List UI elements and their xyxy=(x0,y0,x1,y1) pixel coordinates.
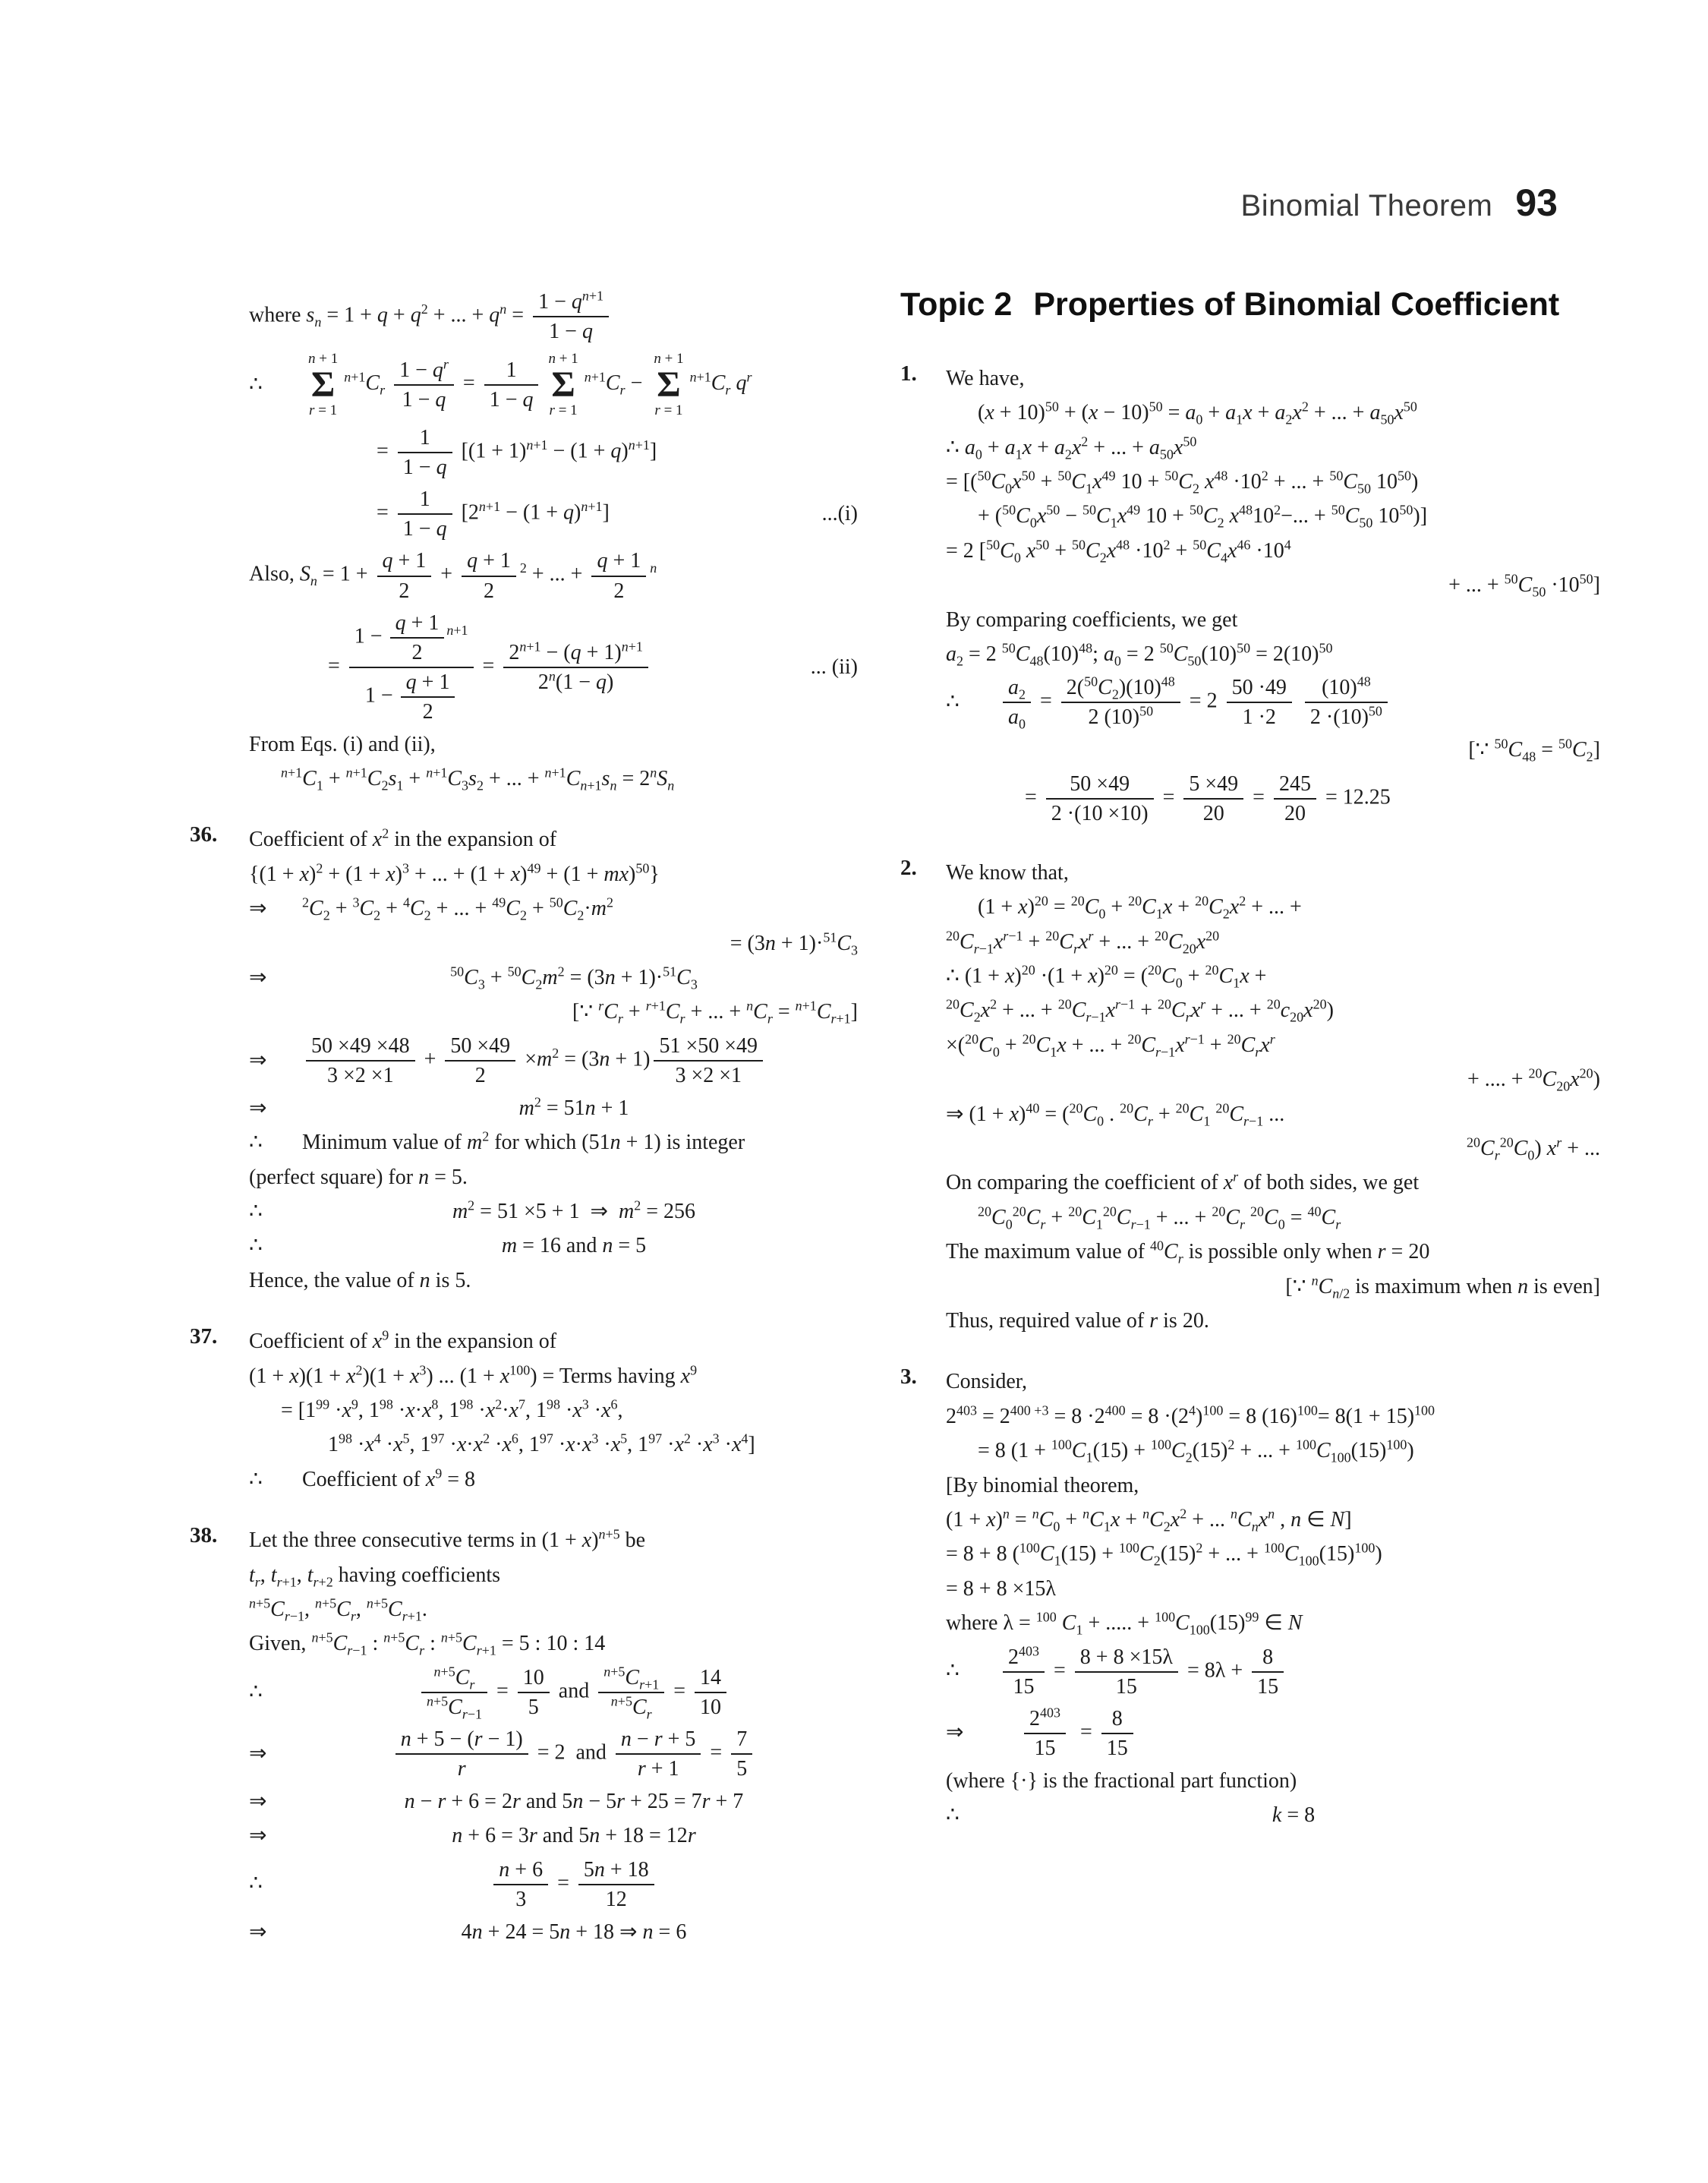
solution-item-3 xyxy=(900,1361,1600,1836)
math-line: Coefficient of $x^2$ in the expansion of xyxy=(249,826,557,852)
relation-marker: ∴ xyxy=(249,1872,263,1896)
math-line: $^{20}C_2x^2$ + ... + $^{20}C_{r-1}x^{r-1} + ^{20}C_rx^r$ + ... + $^{20}c_{20}x^{20}$) xyxy=(946,997,1334,1026)
math-line: Consider, xyxy=(946,1370,1027,1394)
math-expression: $^{50}C_3 + ^{50}C_2m^2 = (3n + 1)\cdot^{51}C_3$ xyxy=(450,964,698,992)
solution-body xyxy=(946,853,1600,1342)
math-line: = $\frac{50 \times 49}{2 \cdot(10 \times 10)}$ = $\frac{5 \times 49}{20}$ = $\frac{245}{20}$ = 12.25 xyxy=(1025,771,1391,825)
right-column-blocks xyxy=(900,358,1600,1837)
math-line: The maximum value of $^{40}C_r$ is possible only when r = 20 xyxy=(946,1238,1430,1267)
math-line: [By binomial theorem, xyxy=(946,1473,1139,1497)
solution-body xyxy=(249,1321,858,1500)
running-head xyxy=(114,181,1558,225)
math-line xyxy=(249,1466,858,1494)
right-column xyxy=(900,282,1600,1973)
relation-marker: ∴ xyxy=(249,1200,263,1224)
math-line xyxy=(249,1919,858,1946)
math-line xyxy=(249,1129,858,1156)
math-expression: $m^2 = 51n + 1$ xyxy=(518,1094,629,1120)
relation-marker: ∴ xyxy=(946,1659,960,1683)
topic-label: Topic 2 xyxy=(900,286,1013,323)
math-line: $(1 + x)^{20} = ^{20}C_0 + ^{20}C_1x + ^{20}C_2x^2$ + ... + xyxy=(978,893,1302,922)
solution-item-38 xyxy=(190,1520,858,1953)
math-line xyxy=(249,1822,858,1850)
math-line: + .... + $^{20}C_{20}x^{20}$) xyxy=(1467,1065,1600,1094)
math-line: Also, $S_n = 1$ + $\frac{q + 1}{2}$ + $\frac{q + 1}{2}$ $^2$ + ... + $\frac{q + 1}{2}$ $^n$ xyxy=(249,549,657,603)
math-line: $\times(^{20}C_0 + ^{20}C_1x$ + ... + $^{20}C_{r-1}x^{r-1} + ^{20}C_rx^r$ xyxy=(946,1031,1275,1060)
math-line: = $\frac{1}{1 - q}$ $[2^{n+1} - (1 + q)^{n+1}]$ ...(i) xyxy=(377,487,858,541)
equation-tag: ...(i) xyxy=(821,502,858,526)
two-column-layout xyxy=(190,282,1600,1973)
math-line xyxy=(249,1665,858,1720)
math-line: Coefficient of $x^9$ in the expansion of xyxy=(249,1327,557,1354)
relation-marker: ∴ xyxy=(249,1680,263,1704)
math-line: = 8 + 8 (100C1(15) + 100C2(15)2 + ... + 100C100(15)100) xyxy=(946,1541,1382,1569)
math-line: $a_2 = 2$ $^{50}C_{48}(10)^{48}$; $a_0 = 2$ $^{50}C_{50}(10)^{50} = 2(10)^{50}$ xyxy=(946,640,1333,669)
math-line xyxy=(249,351,858,418)
relation-marker: ⇒ xyxy=(249,1096,267,1120)
equation-tag: ... (ii) xyxy=(810,655,858,679)
relation-marker: ⇒ xyxy=(249,966,267,989)
relation-marker: ⇒ xyxy=(249,1789,267,1813)
math-line: [∵ $^nC_{n/2}$ is maximum when n is even] xyxy=(1285,1273,1600,1301)
math-line: By comparing coefficients, we get xyxy=(946,607,1238,632)
math-expression: Coefficient of $x^9 = 8$ xyxy=(302,1465,475,1491)
math-line: (perfect square) for n = 5. xyxy=(249,1165,468,1189)
problem-number: 37. xyxy=(190,1324,218,1349)
solution-item-36 xyxy=(190,819,858,1301)
relation-marker: ∴ xyxy=(249,1131,263,1155)
solution-body xyxy=(946,1361,1600,1836)
math-line: where $s_n = 1 + q + q^2$ + ... + $q^n$ = $\frac{1 - q^{n+1}}{1 - q}$ xyxy=(249,289,858,344)
solution-item-2 xyxy=(900,853,1600,1342)
math-line: ⇒ $(1 + x)^{40} = (^{20}C_0$ . $^{20}C_r + ^{20}C_1$ $^{20}C_{r-1}$ ... xyxy=(946,1100,1285,1129)
problem-number: 36. xyxy=(190,822,218,847)
math-line: $^{20}C_r^{20}C_0$) $x^r$ + ... xyxy=(1467,1134,1600,1163)
problem-number: 2. xyxy=(900,855,917,880)
math-line xyxy=(249,1033,858,1088)
relation-marker: ⇒ xyxy=(249,1741,267,1765)
relation-marker: ∴ xyxy=(249,1234,263,1258)
math-line xyxy=(249,1095,858,1122)
math-line: [∵ $^{50}C_{48} = ^{50}C_2$] xyxy=(1468,737,1600,765)
math-line xyxy=(249,1198,858,1226)
math-line: 2403 = 2400 +3 = 8 ·2400 = 8 ·(24)100 = 8 (16)100= 8(1 + 15)100 xyxy=(946,1402,1435,1428)
math-expression: $\frac{a_2}{a_0}$ = $\frac{2(^{50}C_2)(10)^{48}}{2 (10)^{50}}$ = 2 $\frac{50 \cdot 49}{1 \cdot 2}$ $\frac{(10)^{48}}{2 \cdot(10)^{50}}$ xyxy=(987,675,1600,730)
relation-marker: ⇒ xyxy=(946,1721,964,1745)
math-line xyxy=(946,674,1600,733)
math-expression: 4n + 24 = 5n + 18 ⇒ n = 6 xyxy=(461,1920,687,1944)
math-line: = $\frac{1}{1 - q}$ $[(1 + 1)^{n+1} - (1 + q)^{n+1}]$ xyxy=(377,426,657,480)
math-line xyxy=(249,1857,858,1912)
math-line: ∴ $a_0 + a_1x + a_2x^2$ + ... + $a_{50}x^{50}$ xyxy=(946,434,1197,462)
solution-item-1 xyxy=(900,358,1600,833)
math-line xyxy=(249,964,858,992)
math-line: = 8 (1 + 100C1(15) + 100C2(15)2 + ... + 100C100(15)100) xyxy=(978,1437,1414,1465)
topic-heading xyxy=(900,284,1600,327)
math-line xyxy=(249,1727,858,1781)
math-line: $1^{98} \cdot x^4 \cdot x^5$, $1^{97} \cdot x\cdot x^2 \cdot x^6$, $1^{97} \cdot x\cdot x^3 \cdot x^5$, $1^{97} \cdot x^2 \cdot x^3 \cdot x^4$] xyxy=(328,1431,755,1457)
math-expression: k = 8 xyxy=(1272,1803,1316,1828)
solution-body xyxy=(249,1520,858,1953)
math-line: = [$1^{99} \cdot x^9$, $1^{98} \cdot x\cdot x^8$, $1^{98} \cdot x^2\cdot x^7$, $1^{98} \cdot x^3 \cdot x^6$, xyxy=(281,1396,623,1422)
math-expression: Minimum value of $m^2$ for which (51n + 1) is integer xyxy=(302,1128,745,1155)
math-line xyxy=(946,1802,1600,1829)
relation-marker: ⇒ xyxy=(249,897,267,921)
math-line: $^{20}C_0^{20}C_r + ^{20}C_1^{20}C_{r-1}$ + ... + $^{20}C_r$ $^{20}C_0 = ^{40}C_r$ xyxy=(978,1203,1341,1232)
math-expression: $^2C_2 + ^3C_2 + ^4C_2$ + ... + $^{49}C_2 + ^{50}C_2\cdot m^2$ xyxy=(302,894,613,923)
relation-marker: ⇒ xyxy=(249,1048,267,1072)
math-expression: $\frac{n + 6}{3}$ = $\frac{5n + 18}{12}$ xyxy=(290,1857,858,1912)
math-line: Hence, the value of n is 5. xyxy=(249,1268,471,1292)
problem-number: 3. xyxy=(900,1364,917,1390)
math-expression: $\frac{n + 5 - (r - 1)}{r}$ = 2 and $\frac{n - r + 5}{r + 1}$ = $\frac{7}{5}$ xyxy=(290,1727,858,1781)
solution-item-37 xyxy=(190,1321,858,1500)
math-line: = $(3n + 1)\cdot^{51}C_3$ xyxy=(730,929,858,958)
math-line: = [($^{50}C_0x^{50} + ^{50}C_1x^{49}$ $10 + ^{50}C_2$ $x^{48} \cdot 10^2$ + ... + $^{50}C_{50}$ $10^{50}$) xyxy=(946,468,1419,497)
math-line: On comparing the coefficient of $x^r$ of both sides, we get xyxy=(946,1169,1420,1195)
relation-marker: ∴ xyxy=(946,690,960,715)
math-line: = 1 − $\frac{q + 1}{2}$ $^{n+1}$ 1 − $\frac{q + 1}{2}$ = $\frac{2^{n+1} - (q + 1)^{n+1}}{2^n(1 - q)}$ ... (ii) xyxy=(328,610,858,724)
solution-body xyxy=(249,819,858,1301)
math-line: (where {·} is the fractional part function) xyxy=(946,1768,1297,1793)
math-line: [∵ $^rC_r + ^{r+1}C_r$ + ... + $^nC_r = ^{n+1}C_{r+1}$] xyxy=(572,998,858,1027)
topic-title: Properties of Binomial Coefficient xyxy=(1033,286,1560,323)
math-line: (1 + x)n = nC0 + nC1x + nC2x2 + ... nCnxn , n ∈ N] xyxy=(946,1506,1352,1535)
solution-body xyxy=(249,282,858,800)
math-expression: n + 6 = 3r and 5n + 18 = 12r xyxy=(452,1824,696,1848)
math-line: $t_r$, $t_{r+1}$, $t_{r+2}$ having coefficients xyxy=(249,1563,500,1590)
math-line: where λ = 100 C1 + ..... + 100C100(15)99 ∈ N xyxy=(946,1609,1303,1638)
math-expression: $\frac{50 \times 49 \times 48}{3 \times 2 \times 1}$ + $\frac{50 \times 49}{2}$ $\times m^2 = (3n + 1)$ $\frac{51 \times 50 \times 49}{3 \times 2 \times 1}$ xyxy=(290,1033,858,1088)
math-line: Thus, required value of r is 20. xyxy=(946,1309,1209,1333)
math-line: $(1 + x)(1 + x^2)(1 + x^3)$ ... $(1 + x^{100})$ = Terms having $x^9$ xyxy=(249,1362,698,1388)
math-line: $^{20}C_{r-1}x^{r-1} + ^{20}C_rx^r$ + ... + $^{20}C_{20}x^{20}$ xyxy=(946,928,1220,957)
relation-marker: ∴ xyxy=(946,1803,960,1828)
math-line xyxy=(249,1232,858,1260)
math-expression: $m^2 = 51 \times 5 + 1$ ⇒ $m^2 = 256$ xyxy=(452,1197,696,1224)
math-line: We know that, xyxy=(946,860,1069,885)
math-line: + ($^{50}C_0x^{50} - ^{50}C_1x^{49}$ $10 + ^{50}C_2$ $x^{48}10^2-$... + $^{50}C_{50}$ $10^{50}$)] xyxy=(978,503,1428,532)
math-line: $^{n+5}C_{r-1}$, $^{n+5}C_r$, $^{n+5}C_{r+1}$. xyxy=(249,1595,427,1624)
math-line: We have, xyxy=(946,366,1025,390)
math-expression: m = 16 and n = 5 xyxy=(501,1234,647,1258)
math-line: Given, $^{n+5}C_{r-1}$ : $^{n+5}C_r$ : $^{n+5}C_{r+1} = 5$ : 10 : 14 xyxy=(249,1629,606,1658)
math-line: + ... + $^{50}C_{50} \cdot 10^{50}$] xyxy=(1448,571,1600,600)
math-line: Let the three consecutive terms in $(1 + x)^{n+5}$ be xyxy=(249,1526,646,1553)
problem-number: 38. xyxy=(190,1523,218,1548)
math-line xyxy=(946,1706,1600,1761)
math-line: ∴ $(1 + x)^{20} \cdot(1 + x)^{20} = (^{20}C_0 + ^{20}C_1x$ + xyxy=(946,962,1267,991)
math-expression: 2403 15 = 8 + 8 ×15λ 15 = 8λ + 8 15 xyxy=(987,1645,1600,1699)
relation-marker: ∴ xyxy=(249,1467,263,1491)
solution-body xyxy=(946,358,1600,833)
page-number: 93 xyxy=(1515,181,1558,224)
math-line: $(x + 10)^{50} + (x - 10)^{50} = a_0 + a_1x + a_2x^2$ + ... + $a_{50}x^{50}$ xyxy=(978,399,1417,427)
math-line: = 8 + 8 ×15λ xyxy=(946,1576,1056,1601)
math-line xyxy=(249,1788,858,1815)
math-line: From Eqs. (i) and (ii), xyxy=(249,732,436,756)
left-column xyxy=(190,282,858,1973)
math-line xyxy=(249,895,858,923)
relation-marker: ⇒ xyxy=(249,1824,267,1848)
problem-number: 1. xyxy=(900,361,917,386)
math-line: = 2 [$^{50}C_0$ $x^{50} + ^{50}C_2x^{48} \cdot 10^2 + ^{50}C_4x^{46} \cdot 10^4$ xyxy=(946,537,1291,566)
math-expression: n + 1 Σ r = 1 $^{n+1}C_r$ $\frac{1 - q^r}{1 - q}$ = $\frac{1}{1 - q}$ n + 1 Σ r = 1 $^{n+1}C_r$ − n + 1 Σ r = 1 $^{n+1}C_r$ $q^r$ xyxy=(308,351,752,418)
math-line: {$(1 + x)^2 + (1 + x)^3$ + ... + $(1 + x)^{49} + (1 + mx)^{50}$} xyxy=(249,860,660,886)
math-line: $^{n+1}C_1 + ^{n+1}C_2s_1 + ^{n+1}C_3s_2$ + ... + $^{n+1}C_{n+1}s_n = 2^nS_n$ xyxy=(281,765,675,793)
math-line xyxy=(946,1645,1600,1699)
chapter-title: Binomial Theorem xyxy=(1240,189,1493,222)
relation-marker: ∴ xyxy=(249,372,263,396)
relation-marker: ⇒ xyxy=(249,1920,267,1944)
math-expression: n − r + 6 = 2r and 5n − 5r + 25 = 7r + 7 xyxy=(404,1789,744,1813)
math-expression: $\frac{^{n+5}C_r}{^{n+5}C_{r-1}}$ = $\frac{10}{5}$ and $\frac{^{n+5}C_{r+1}}{^{n+5}C_r}$ = $\frac{14}{10}$ xyxy=(290,1665,858,1720)
continued-solution xyxy=(190,282,858,800)
math-expression: 2403 15 = 8 15 xyxy=(987,1706,1600,1761)
